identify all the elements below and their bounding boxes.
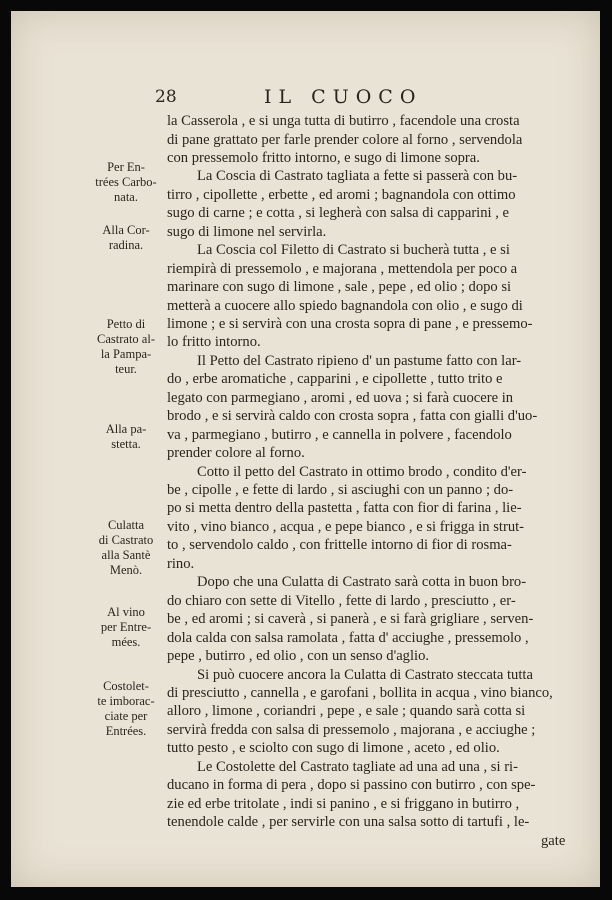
margin-note	[91, 518, 161, 578]
text-line: do chiaro con sette di Vitello , fette di lardo , presciutto , er-	[167, 592, 516, 609]
text-line: brodo , e si servirà caldo con crosta sopra , fatta con gialli d'uo-	[167, 408, 538, 425]
margin-note-line: trées Carbo-	[95, 175, 157, 189]
text-line: sugo di limone nel servirla.	[167, 223, 327, 240]
text-line: tenendole calde , per servirle con una salsa sotto di tartufi , le-	[167, 814, 530, 831]
text-line: ducano in forma di pera , dopo si passino con butirro , con spe-	[167, 777, 536, 794]
text-line: la Casserola , e si unga tutta di butirro , facendole una crosta	[167, 113, 520, 129]
margin-note-line: Per En-	[107, 160, 145, 174]
text-line: metterà a cuocere allo spiedo bagnandola con olio , e sugo di	[167, 297, 523, 314]
text-line: po si metta dentro della pastetta , fatta con fior di farina , lie-	[167, 500, 522, 517]
margin-note-line: Menò.	[109, 563, 143, 577]
text-line: limone ; e si servirà con una crosta sopra di pane , e pressemo-	[167, 315, 533, 332]
margin-note-line: teur.	[115, 362, 137, 376]
text-line: Dopo che una Culatta di Castrato sarà cotta in buon bro-	[197, 574, 527, 591]
margin-note-line: Alla pa-	[105, 422, 147, 436]
margin-note	[91, 223, 161, 253]
margin-note-line: Alla Cor-	[102, 223, 150, 237]
catchword: gate	[541, 832, 566, 849]
margin-note-line: radina.	[108, 238, 144, 252]
text-line: La Coscia di Castrato tagliata a fette si passerà con bu-	[197, 168, 518, 185]
margin-note-line: mées.	[111, 635, 141, 649]
margin-note-line: Al vino	[107, 605, 145, 619]
text-line: Il Petto del Castrato ripieno d' un pastume fatto con lar-	[197, 352, 522, 369]
text-line: tutto pesto , e sciolto con sugo di limone , aceto , ed olio.	[167, 740, 500, 757]
book-page	[11, 11, 600, 887]
text-line: Cotto il petto del Castrato in ottimo brodo , condito d'er-	[197, 463, 527, 480]
text-line: va , parmegiano , butirro , e cannella in polvere , facendolo	[167, 426, 512, 443]
text-line: vito , vino bianco , acqua , e pepe bianco , e si frigga in strut-	[167, 518, 525, 535]
margin-note-line: di Castrato	[98, 533, 154, 547]
text-line: alloro , limone , coriandri , pepe , e sale ; quando sarà cotta si	[167, 703, 526, 720]
margin-note-line: la Pampa-	[100, 347, 152, 361]
text-line: sugo di carne ; e cotta , si legherà con salsa di capparini , e	[167, 205, 510, 222]
text-line: Le Costolette del Castrato tagliate ad una ad una , si ri-	[197, 758, 518, 775]
text-line: prender colore al forno.	[167, 445, 305, 462]
text-line: lo fritto intorno.	[167, 334, 261, 351]
margin-note-line: te imborac-	[97, 694, 155, 708]
margin-note	[91, 160, 161, 205]
text-line: con pressemolo fritto intorno, e sugo di limone sopra.	[167, 149, 480, 166]
text-line: rino.	[167, 555, 195, 572]
margin-note	[91, 317, 161, 377]
text-line: La Coscia col Filetto di Castrato si bucherà tutta , e si	[197, 242, 510, 259]
text-line: di pane grattato per farle prender colore al forno , servendola	[167, 131, 523, 148]
text-line: tirro , cipollette , erbette , ed aromi ; bagnandola con ottimo	[167, 186, 516, 203]
text-line: pepe , butirro , ed olio , con un senso d'aglio.	[167, 648, 430, 664]
text-line: servirà fredda con salsa di pressemolo , majorana , e acciughe ;	[167, 721, 536, 738]
margin-note-line: nata.	[114, 190, 138, 204]
margin-note	[91, 679, 161, 739]
margin-note-line: Castrato al-	[97, 332, 155, 346]
text-line: dola calda con salsa ramolata , fatta d' acciughe , pressemolo ,	[167, 629, 529, 646]
text-line: be , ed aromi ; si caverà , si panerà , e si farà grigliare , serven-	[167, 611, 534, 628]
text-line: legato con parmegiano , aromi , ed uova ; si farà cuocere in	[167, 389, 514, 406]
text-line: to , servendolo caldo , con frittelle intorno di fior di rosma-	[167, 537, 512, 554]
margin-note-line: stetta.	[111, 437, 141, 451]
text-line: marinare con sugo di limone , sale , pepe , ed olio ; dopo si	[167, 279, 512, 295]
page-number: 28	[155, 87, 177, 107]
margin-note	[91, 605, 161, 650]
text-line: riempirà di pressemolo , e majorana , mettendola per poco a	[167, 260, 518, 277]
margin-note	[91, 422, 161, 452]
text-line: di presciutto , cannella , e garofani , bollita in acqua , vino bianco,	[167, 684, 553, 701]
running-title: IL CUOCO	[264, 86, 423, 108]
text-line: do , erbe aromatiche , capparini , e cipollette , tutto trito e	[167, 371, 503, 388]
margin-note-line: Culatta	[107, 518, 145, 532]
margin-note-line: Costolet-	[103, 679, 149, 693]
margin-note-line: Entrées.	[105, 724, 147, 738]
text-line: Si può cuocere ancora la Culatta di Castrato steccata tutta	[197, 666, 533, 683]
margin-note-line: alla Santè	[101, 548, 151, 562]
text-line: zie ed erbe tritolate , indi si panino , e si friggano in butirro ,	[167, 795, 520, 812]
margin-note-line: ciate per	[104, 709, 148, 723]
margin-note-line: per Entre-	[100, 620, 152, 634]
text-line: be , cipolle , e fette di lardo , si asciughi con un panno ; do-	[167, 482, 514, 498]
margin-note-line: Petto di	[106, 317, 146, 331]
